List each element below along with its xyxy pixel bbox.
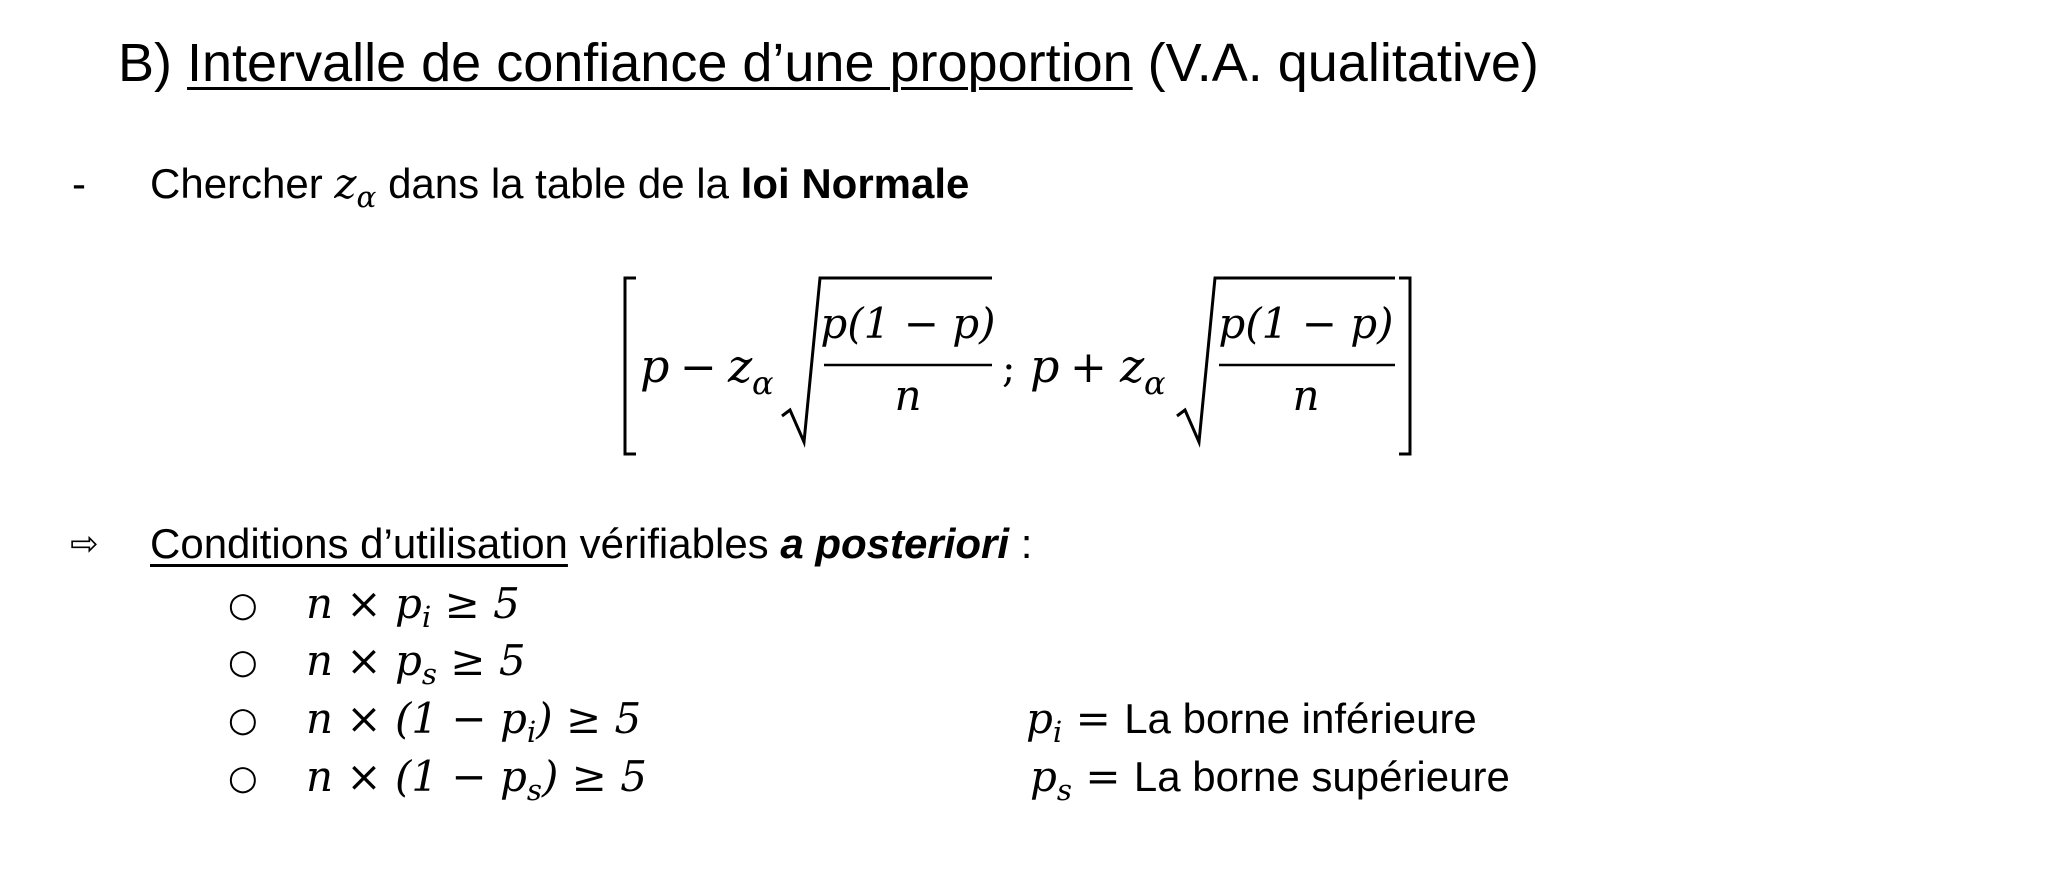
condition-item: $n \times p_s \ge 5$ bbox=[306, 636, 526, 691]
plus-sign: + bbox=[1070, 342, 1107, 393]
bullet-icon: ○ bbox=[228, 642, 258, 682]
title-suffix: (V.A. qualitative) bbox=[1132, 33, 1539, 93]
right-bracket bbox=[1399, 278, 1410, 454]
z-left: z bbox=[728, 339, 753, 393]
denominator-right: n bbox=[1292, 371, 1320, 420]
definition-lower-bound: $p_i = La$ borne inférieure bbox=[1026, 694, 1477, 749]
p-right: p bbox=[1030, 339, 1060, 393]
step-text-before: Chercher bbox=[150, 160, 335, 207]
separator: ; bbox=[1002, 346, 1016, 392]
arrow-marker-icon: ⇨ bbox=[70, 524, 99, 564]
section-title bbox=[118, 28, 1539, 98]
step-text-after: dans la table de la bbox=[376, 160, 741, 207]
loi-normale-label: loi Normale bbox=[740, 160, 970, 207]
definition-upper-bound: $p_s = La$ borne supérieure bbox=[1030, 752, 1510, 807]
confidence-interval-formula bbox=[620, 270, 1420, 470]
condition-item: $n \times (1 - p_s) \ge 5$ bbox=[306, 752, 647, 807]
bullet-icon: ○ bbox=[228, 700, 258, 740]
bullet-icon: ○ bbox=[228, 758, 258, 798]
numerator-right: p(1 − p) bbox=[1218, 299, 1394, 348]
bullet-icon: ○ bbox=[228, 585, 258, 625]
conditions-underlined: Conditions d’utilisation bbox=[150, 520, 568, 567]
conditions-colon: : bbox=[1009, 520, 1033, 567]
condition-item: $n \times (1 - p_i) \ge 5$ bbox=[306, 694, 642, 749]
denominator-left: n bbox=[894, 371, 922, 420]
alpha-right: α bbox=[1144, 364, 1166, 402]
minus-sign: − bbox=[680, 342, 717, 393]
condition-item: $n \times p_i \ge 5$ bbox=[306, 579, 520, 634]
conditions-text: vérifiables bbox=[567, 520, 781, 567]
step-instruction bbox=[150, 156, 969, 212]
title-underlined: Intervalle de confiance d’une proportion bbox=[187, 33, 1133, 93]
conditions-heading bbox=[150, 516, 1032, 572]
left-bracket bbox=[625, 278, 636, 454]
z-right: z bbox=[1120, 339, 1145, 393]
a-posteriori-label: a posteriori bbox=[780, 520, 1010, 567]
z-alpha-variable: $z_\alpha$ bbox=[334, 159, 377, 214]
p-left: p bbox=[640, 339, 670, 393]
title-prefix: B) bbox=[118, 33, 188, 93]
step-dash-marker: - bbox=[72, 160, 86, 207]
alpha-left: α bbox=[752, 364, 774, 402]
numerator-left: p(1 − p) bbox=[820, 299, 996, 348]
